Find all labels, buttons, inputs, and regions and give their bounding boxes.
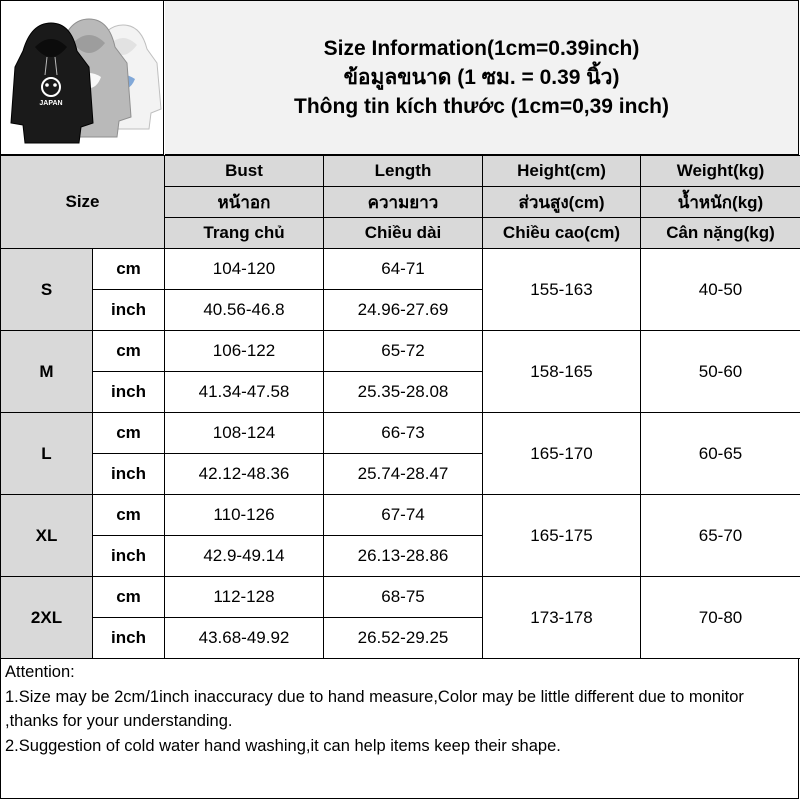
bust-inch: 40.56-46.8 [165,290,324,331]
title-vietnamese: Thông tin kích thước (1cm=0,39 inch) [294,95,669,118]
hoodie-logo-text: JAPAN [39,100,63,107]
bust-inch: 41.34-47.58 [165,372,324,413]
bust-cm: 106-122 [165,331,324,372]
size-table [0,155,800,659]
unit-cm: cm [93,495,165,536]
size-label: 2XL [1,577,93,659]
header-height-en: Height(cm) [483,156,641,187]
length-cm: 66-73 [324,413,483,454]
header-bust-th: หน้าอก [165,187,324,218]
length-cm: 65-72 [324,331,483,372]
height-range: 165-170 [483,413,641,495]
bust-cm: 108-124 [165,413,324,454]
length-cm: 64-71 [324,249,483,290]
weight-range: 40-50 [641,249,800,331]
length-inch: 26.13-28.86 [324,536,483,577]
title-thai: ข้อมูลขนาด (1 ซม. = 0.39 นิ้ว) [343,66,620,89]
notes-heading: Attention: [5,663,75,681]
bust-cm: 112-128 [165,577,324,618]
length-inch: 24.96-27.69 [324,290,483,331]
size-label: XL [1,495,93,577]
table-row [1,249,800,290]
header-weight-th: น้ำหนัก(kg) [641,187,800,218]
length-cm: 68-75 [324,577,483,618]
header-length-vi: Chiều dài [324,218,483,249]
note-line-1: 1.Size may be 2cm/1inch inaccuracy due to hand measure,Color may be little different due to monitor ,thanks for your understanding. [5,687,749,730]
header-weight-en: Weight(kg) [641,156,800,187]
unit-inch: inch [93,618,165,659]
header-length-th: ความยาว [324,187,483,218]
header-height-th: ส่วนสูง(cm) [483,187,641,218]
header-length-en: Length [324,156,483,187]
unit-inch: inch [93,372,165,413]
bust-inch: 42.12-48.36 [165,454,324,495]
title-panel [165,1,798,155]
bust-cm: 104-120 [165,249,324,290]
header-bust-en: Bust [165,156,324,187]
bust-inch: 43.68-49.92 [165,618,324,659]
unit-inch: inch [93,536,165,577]
height-range: 158-165 [483,331,641,413]
title-english: Size Information(1cm=0.39inch) [323,37,640,60]
length-inch: 26.52-29.25 [324,618,483,659]
unit-inch: inch [93,290,165,331]
unit-cm: cm [93,577,165,618]
unit-inch: inch [93,454,165,495]
unit-cm: cm [93,249,165,290]
table-row [1,577,800,618]
weight-range: 65-70 [641,495,800,577]
note-line-2: 2.Suggestion of cold water hand washing,it can help items keep their shape. [5,736,561,755]
table-row [1,331,800,372]
size-header: Size [1,156,165,249]
header-weight-vi: Cân nặng(kg) [641,218,800,249]
table-row [1,495,800,536]
table-row [1,413,800,454]
size-label: S [1,249,93,331]
length-cm: 67-74 [324,495,483,536]
bust-cm: 110-126 [165,495,324,536]
size-label: L [1,413,93,495]
unit-cm: cm [93,413,165,454]
length-inch: 25.35-28.08 [324,372,483,413]
weight-range: 50-60 [641,331,800,413]
header-row-en [1,156,800,187]
height-range: 173-178 [483,577,641,659]
bust-inch: 42.9-49.14 [165,536,324,577]
weight-range: 70-80 [641,577,800,659]
unit-cm: cm [93,331,165,372]
hoodie-illustration [1,1,163,154]
product-image [1,1,164,155]
length-inch: 25.74-28.47 [324,454,483,495]
size-label: M [1,331,93,413]
height-range: 155-163 [483,249,641,331]
header-bust-vi: Trang chủ [165,218,324,249]
header-height-vi: Chiều cao(cm) [483,218,641,249]
attention-notes [5,660,795,758]
height-range: 165-175 [483,495,641,577]
weight-range: 60-65 [641,413,800,495]
